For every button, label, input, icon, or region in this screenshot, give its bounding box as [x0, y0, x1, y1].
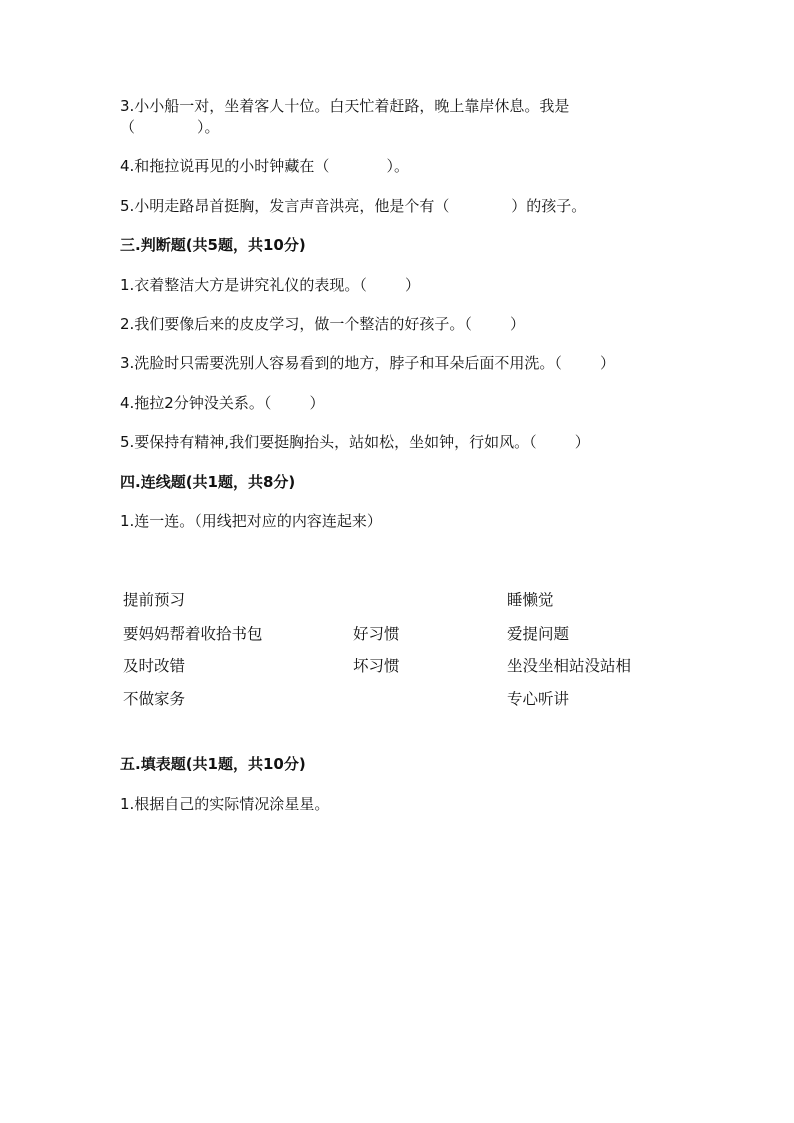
table-fill-question: 1.根据自己的实际情况涂星星。 [120, 795, 330, 813]
judge-item-5: 5.要保持有精神,我们要挺胸抬头，站如松，坐如钟，行如风。（ ） [120, 433, 590, 451]
match-left-4: 不做家务 [123, 690, 186, 708]
match-heading: 四.连线题(共1题，共8分) [120, 473, 296, 491]
match-left-3: 及时改错 [123, 657, 186, 675]
table-fill-heading: 五.填表题(共1题，共10分) [120, 755, 306, 773]
judge-item-3: 3.洗脸时只需要洗别人容易看到的地方，脖子和耳朵后面不用洗。（ ） [120, 354, 615, 372]
judge-item-2: 2.我们要像后来的皮皮学习，做一个整洁的好孩子。（ ） [120, 315, 525, 333]
judge-heading: 三.判断题(共5题，共10分) [120, 236, 306, 254]
match-left-2: 要妈妈帮着收拾书包 [123, 625, 263, 643]
match-right-4: 专心听讲 [507, 690, 570, 708]
match-question: 1.连一连。（用线把对应的内容连起来） [120, 512, 382, 530]
match-right-1: 睡懒觉 [507, 591, 554, 609]
fill-blank-q4: 4.和拖拉说再见的小时钟藏在（ ）。 [120, 157, 410, 175]
fill-blank-q5: 5.小明走路昂首挺胸，发言声音洪亮，他是个有（ ）的孩子。 [120, 197, 587, 215]
match-middle-2: 坏习惯 [353, 657, 400, 675]
match-right-2: 爱提问题 [507, 625, 570, 643]
judge-item-1: 1.衣着整洁大方是讲究礼仪的表现。（ ） [120, 276, 420, 294]
judge-item-4: 4.拖拉2分钟没关系。（ ） [120, 394, 325, 412]
match-left-1: 提前预习 [123, 591, 186, 609]
match-middle-1: 好习惯 [353, 625, 400, 643]
fill-blank-q3-line1: 3.小小船一对，坐着客人十位。白天忙着赶路，晚上靠岸休息。我是 [120, 97, 570, 115]
match-right-3: 坐没坐相站没站相 [507, 657, 632, 675]
fill-blank-q3-line2: （ ）。 [120, 118, 220, 136]
